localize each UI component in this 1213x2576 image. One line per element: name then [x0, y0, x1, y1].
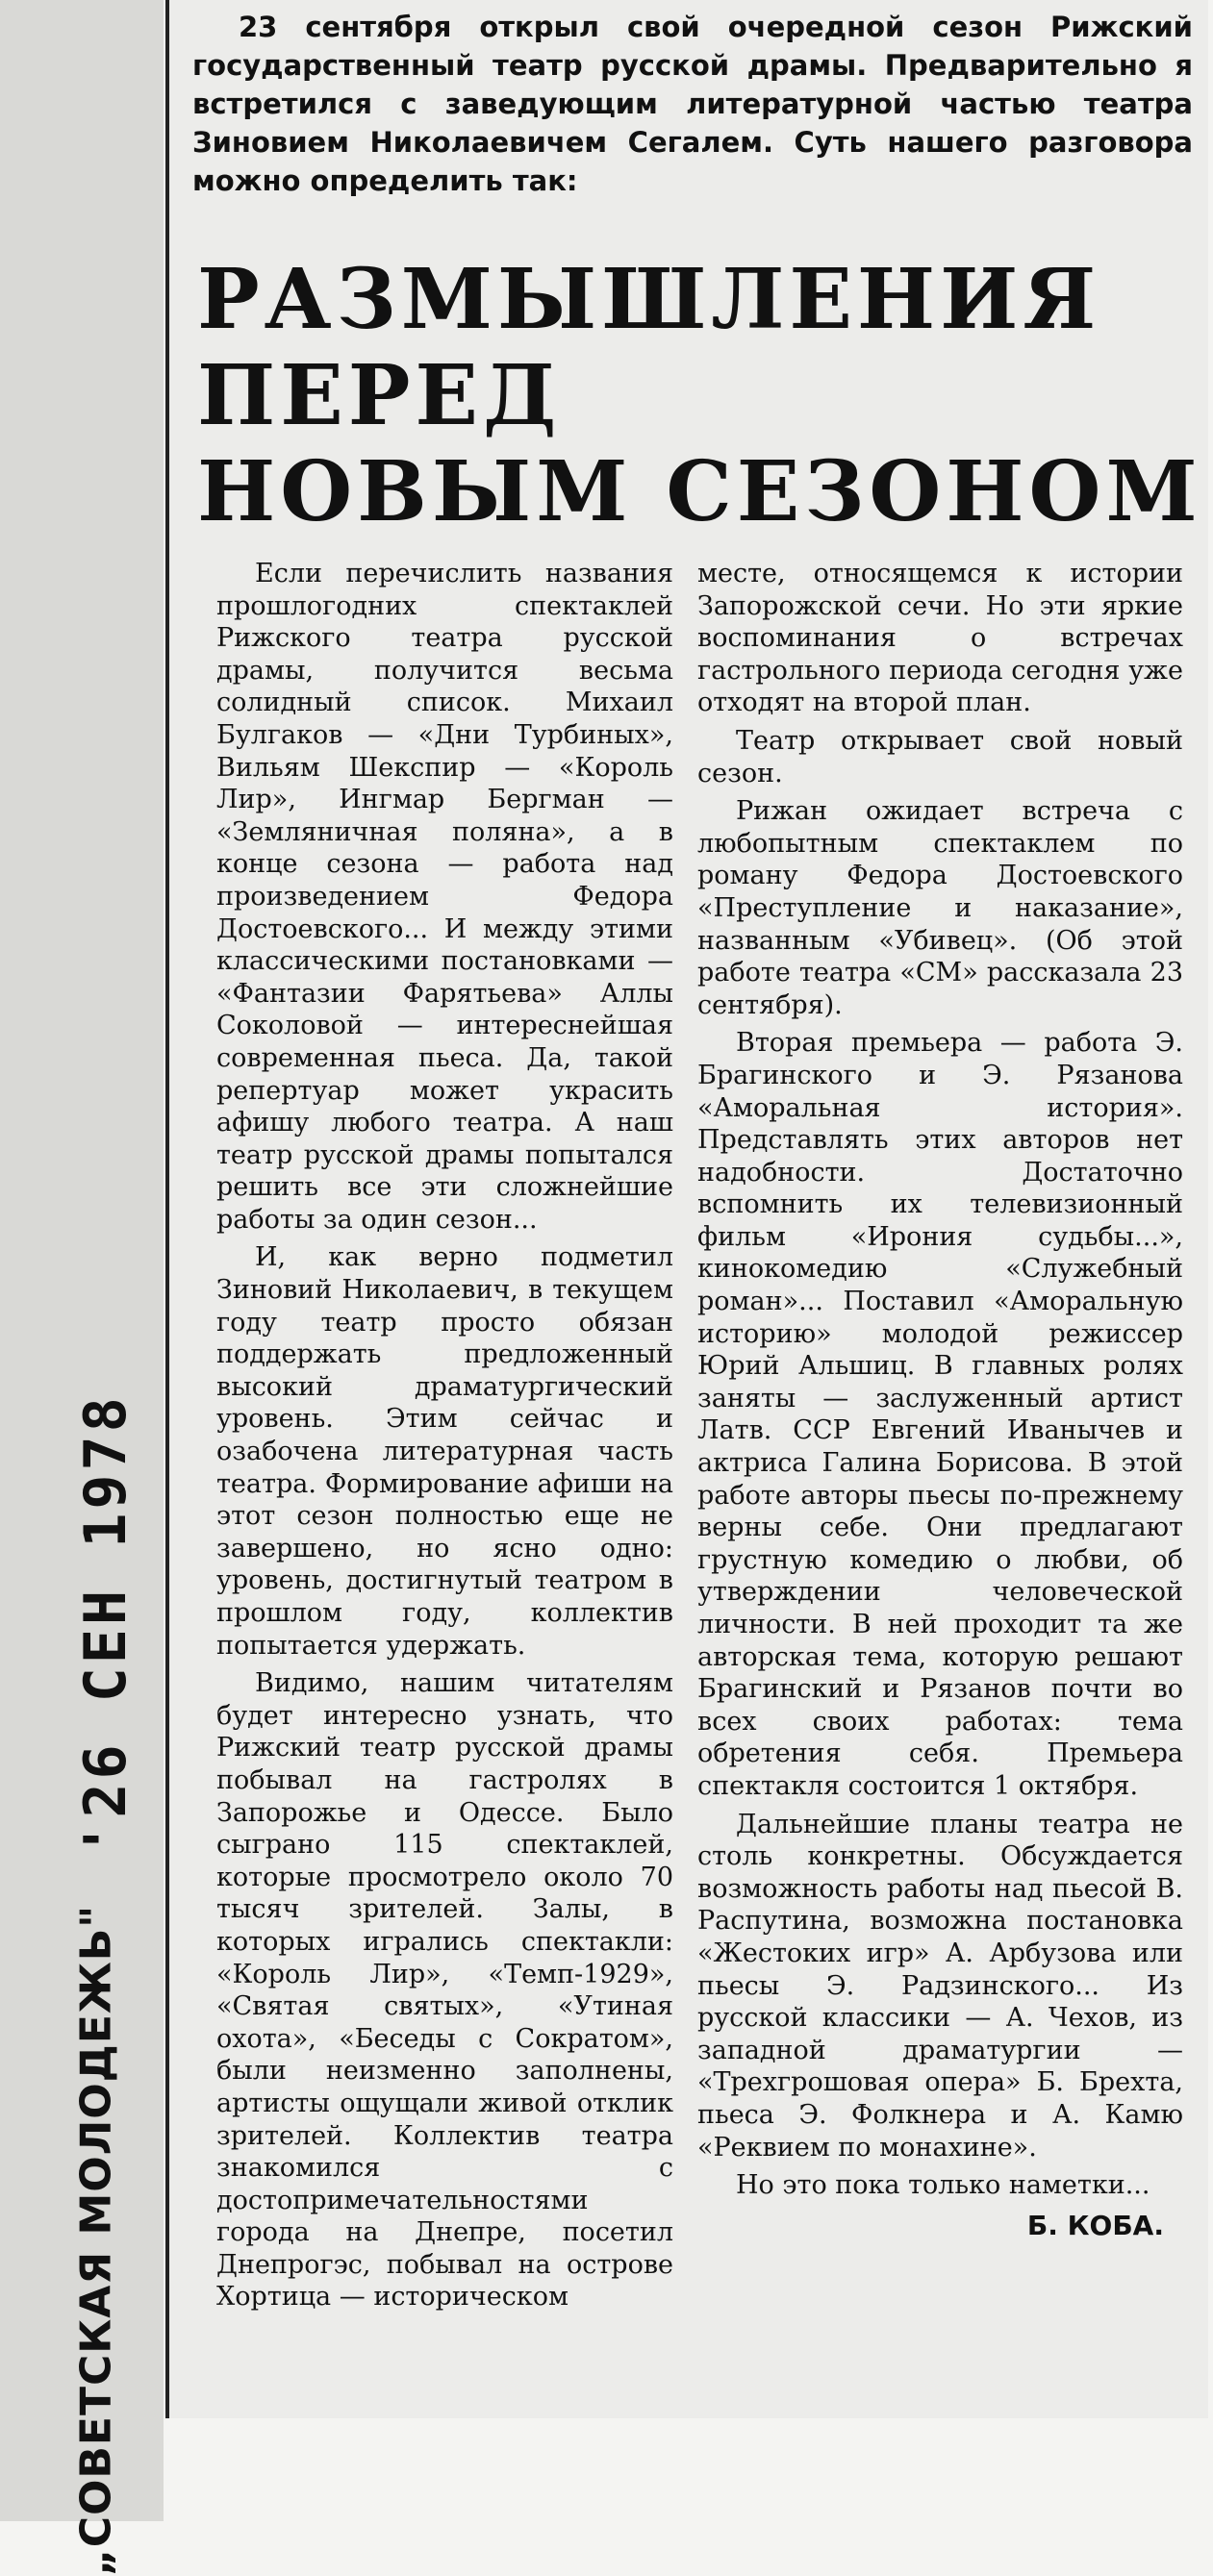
date-stamp	[38, 1393, 173, 1857]
paragraph: Рижан ожидает встреча с любопытным спектаклем по роману Федора Достоевского «Преступление и наказание», названным «Убивец». (Об этой работе театра «СМ» рассказала 23 сентября).	[697, 796, 1183, 1020]
paragraph: Вторая премьера — работа Э. Брагинского и Э. Рязанова «Аморальная история». Представлять этих авторов нет надобности. Достаточно вспомнить их телевизионный фильм «Ирония судьбы...», кинокомедию «Служебный роман»... Поставил «Аморальную историю» молодой режиссер Юрий Альшиц. В главных ролях заняты — заслуженный артист Латв. ССР Евгений Иванычев и актриса Галина Борисова. В этой работе авторы пьесы по-прежнему верны себе. Они предлагают грустную комедию о любви, об утверждении человеческой личности. В ней проходит та же авторская тема, которую решают Брагинский и Рязанов почти во всех своих работах: тема обретения себя. Премьера спектакля состоится 1 октября.	[697, 1028, 1183, 1801]
headline-line: ПЕРЕД	[197, 347, 562, 444]
paragraph: И, как верно подметил Зиновий Николаевич, в текущем году театр просто обязан поддержать предложенный высокий драматургический уровень. Этим сейчас и озабочена литературная часть театра. Формирование афиши на этот сезон полностью еще не завершено, но ясно одно: уровень, достигнутый театром в прошлом году, коллектив попытается удержать.	[216, 1242, 673, 1661]
date-stamp-text: '26 СЕН 1978	[72, 1393, 139, 1857]
paragraph: Театр открывает свой новый сезон.	[697, 725, 1183, 788]
article-column-right	[697, 558, 1183, 2241]
source-stamp	[38, 1904, 154, 2576]
paragraph-continuation: месте, относящемся к истории Запорожской сечи. Но эти яркие воспоминания о встречах гастрольного периода сегодня уже отходят на второй план.	[697, 559, 1183, 718]
paragraph: Видимо, нашим читателям будет интересно узнать, что Рижский театр русской драмы побывал на гастролях в Запорожье и Одессе. Было сыграно 115 спектаклей, которые просмотрело около 70 тысяч зрителей. Залы, в которых игрались спектакли: «Король Лир», «Темп-1929», «Святая святых», «Утиная охота», «Беседы с Сократом», были неизменно заполнены, артисты ощущали живой отклик зрителей. Коллектив театра знакомился с достопримечательностями города на Днепре, посетил Днепрогэс, побывал на острове Хортица — историческом	[216, 1668, 673, 2313]
paragraph: Если перечислить названия прошлогодних спектаклей Рижского театра русской драмы, получится весьма солидный список. Михаил Булгаков — «Дни Турбиных», Вильям Шекспир — «Король Лир», Ингмар Бергман — «Земляничная поляна», а в конце сезона — работа над произведением Федора Достоевского... И между этими классическими постановками — «Фантазии Фарятьева» Аллы Соколовой — интереснейшая современная пьеса. Да, такой репертуар может украсить афишу любого театра. А наш театр русской драмы попытался решить все эти сложнейшие работы за один сезон...	[216, 559, 673, 1235]
headline-line: РАЗМЫШЛЕНИЯ	[197, 251, 1101, 348]
article-intro: 23 сентября открыл свой очередной сезон Рижский государственный театр русской драмы. Предварительно я встретился с заведующим литературной частью театра Зиновием Николаевичем Сегалем. Суть нашего разговора можно определить так:	[192, 11, 1193, 197]
article-column-left	[216, 558, 673, 2319]
article-headline	[197, 251, 1202, 540]
author-signature: Б. КОБА.	[1026, 2209, 1164, 2241]
source-stamp-text: „СОВЕТСКАЯ МОЛОДЕЖЬ"	[71, 1904, 121, 2576]
paragraph: Но это пока только наметки...	[736, 2170, 1150, 2201]
paragraph: Дальнейшие планы театра не столь конкретны. Обсуждается возможность работы над пьесой В. Распутина, возможна постановка «Жестоких игр» А. Арбузова или пьесы Э. Радзинского... Из русской классики — А. Чехов, из западной драматургии — «Трехгрошовая опера» Б. Брехта, пьеса Э. Фолкнера и А. Камю «Реквием по монахине».	[697, 1809, 1183, 2163]
headline-line: НОВЫМ СЕЗОНОМ	[197, 443, 1202, 540]
